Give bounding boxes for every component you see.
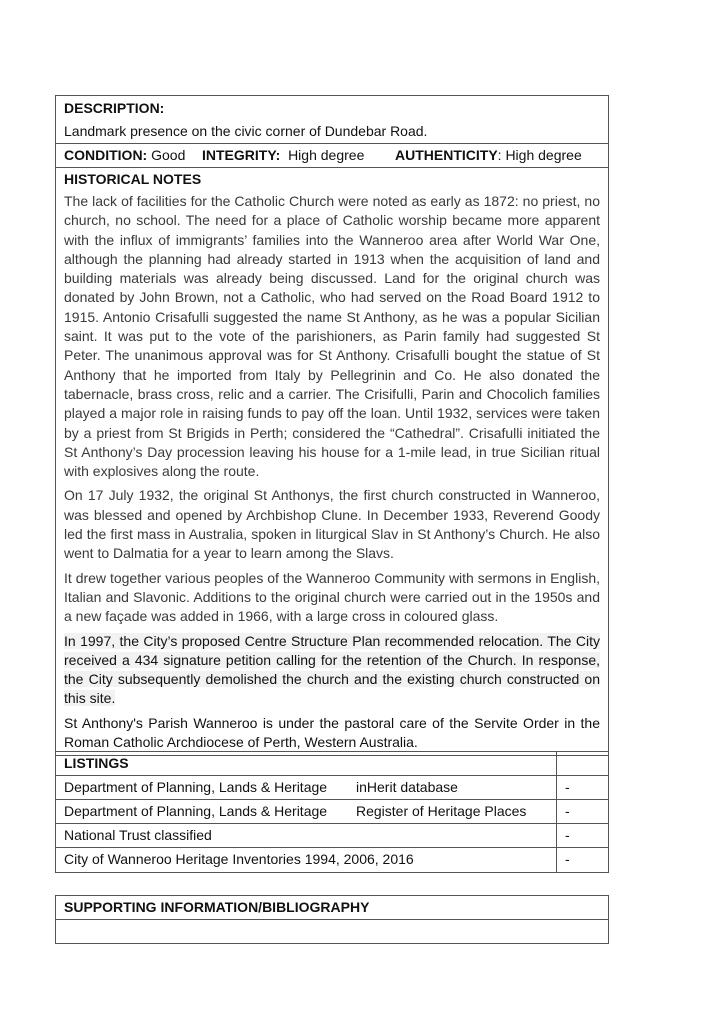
listing-row bbox=[56, 800, 608, 824]
listing-name: Department of Planning, Lands & Heritage bbox=[64, 779, 328, 795]
listing-detail: Register of Heritage Places bbox=[356, 803, 527, 819]
listings-header-row bbox=[56, 752, 608, 776]
listing-name-cell bbox=[56, 824, 557, 847]
supporting-content bbox=[56, 920, 608, 943]
supporting-information-section bbox=[55, 895, 609, 944]
listing-row bbox=[56, 848, 608, 872]
history-paragraph-text: In 1997, the City’s proposed Centre Structure Plan recommended relocation. The City received a 434 signature petition calling for the retention of the Church. In response, the City subsequently demolished the church and the existing church constructed on this site. bbox=[64, 632, 600, 707]
listing-value: - bbox=[565, 827, 570, 843]
authenticity-value: : High degree bbox=[497, 147, 582, 163]
listing-name: City of Wanneroo Heritage Inventories 1994, 2006, 2016 bbox=[64, 851, 414, 867]
integrity-field bbox=[202, 144, 364, 167]
listings-heading: LISTINGS bbox=[56, 752, 557, 775]
description-cell bbox=[56, 96, 608, 144]
description-text: Landmark presence on the civic corner of Dundebar Road. bbox=[64, 123, 428, 139]
listings-heading-value bbox=[557, 752, 608, 775]
integrity-value: High degree bbox=[280, 147, 365, 163]
history-paragraph-highlighted bbox=[64, 632, 600, 709]
integrity-label: INTEGRITY: bbox=[202, 147, 281, 163]
listings-table bbox=[55, 751, 609, 873]
listing-name-cell bbox=[56, 800, 557, 823]
history-paragraph: On 17 July 1932, the original St Anthonys, the first church constructed in Wanneroo, was blessed and opened by Archbishop Clune. In December 1933, Reverend Goody led the first mass in Australia, spoken in liturgical Slav in St Anthony’s Church. He also went to Dalmatia for a year to learn among the Slavs. bbox=[64, 487, 600, 562]
listing-name: National Trust classified bbox=[64, 827, 212, 843]
listing-row bbox=[56, 824, 608, 848]
condition-field bbox=[64, 144, 185, 167]
condition-label: CONDITION: bbox=[64, 147, 148, 163]
condition-value: Good bbox=[147, 147, 186, 163]
listing-value: - bbox=[565, 803, 570, 819]
listing-value: - bbox=[565, 851, 570, 867]
supporting-heading: SUPPORTING INFORMATION/BIBLIOGRAPHY bbox=[56, 896, 608, 920]
authenticity-field bbox=[395, 144, 582, 167]
listing-detail: inHerit database bbox=[356, 779, 458, 795]
history-paragraph: The lack of facilities for the Catholic Church were noted as early as 1872: no priest, no church, no school. The need for a place of Catholic worship became more apparent with the influx of immigrants’ families into the Wanneroo area after World War One, although the planning had already started in 1913 when the acquisition of land and building materials was already being discussed. Land for the original church was donated by John Brown, not a Catholic, who had served on the Road Board 1912 to 1915. Antonio Crisafulli suggested the name St Anthony, as he was a popular Sicilian saint. It was put to the vote of the parishioners, as Parin family had suggested St Peter. The unanimous approval was for St Anthony. Crisafulli bought the statue of St Anthony that he imported from Italy by Pellegrinin and Co. He also donated the tabernacle, brass cross, relic and a carrier. The Crisifulli, Parin and Chocolich families played a major role in raising funds to pay off the loan. Until 1932, services were taken by a priest from St Brigids in Perth; considered the “Cathedral”. Crisafulli initiated the St Anthony’s Day procession leaving his house for a 1-mile lead, in true Sicilian ritual with explosives along the route. bbox=[64, 193, 600, 480]
listing-name: Department of Planning, Lands & Heritage bbox=[64, 803, 328, 819]
listing-name-cell bbox=[56, 776, 557, 799]
history-paragraph: St Anthony's Parish Wanneroo is under the pastoral care of the Servite Order in the Roman Catholic Archdiocese of Perth, Western Australia. bbox=[64, 714, 600, 751]
listing-name-cell bbox=[56, 848, 557, 872]
listing-row bbox=[56, 776, 608, 800]
description-section bbox=[55, 95, 609, 756]
description-heading: DESCRIPTION: bbox=[64, 100, 165, 116]
historical-notes-heading: HISTORICAL NOTES bbox=[64, 171, 202, 187]
history-paragraph: It drew together various peoples of the Wanneroo Community with sermons in English, Italian and Slavonic. Additions to the original church were carried out in the 1950s and a new façade was added in 1966, with a large cross in coloured glass. bbox=[64, 569, 600, 625]
authenticity-label: AUTHENTICITY bbox=[395, 147, 498, 163]
historical-notes-cell bbox=[56, 168, 608, 755]
listing-value: - bbox=[565, 779, 570, 795]
assessment-row bbox=[56, 144, 608, 168]
